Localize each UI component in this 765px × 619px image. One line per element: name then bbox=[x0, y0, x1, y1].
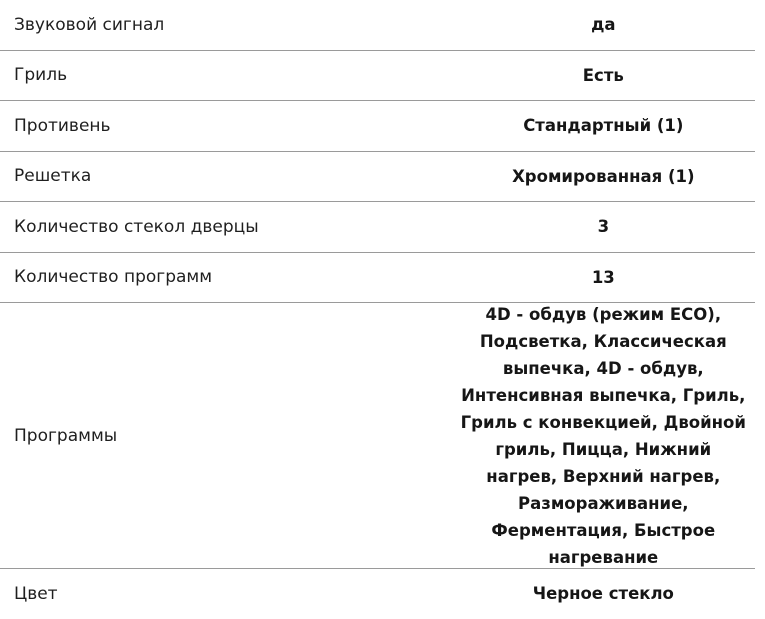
spec-row-color bbox=[0, 569, 755, 618]
spec-row-programs bbox=[0, 303, 755, 569]
spec-value: Хромированная (1) bbox=[512, 166, 695, 186]
spec-value: Есть bbox=[582, 65, 624, 85]
spec-label: Количество программ bbox=[14, 267, 213, 288]
spec-row-tray bbox=[0, 101, 755, 152]
spec-row-beep bbox=[0, 0, 755, 51]
spec-row-program-count bbox=[0, 253, 755, 304]
spec-row-door-glass bbox=[0, 202, 755, 253]
spec-value: 4D - обдув (режим ECO), Подсветка, Классическая выпечка, 4D - обдув, Интенсивная выпечка, Гриль, Гриль с конвекцией, Двойной гриль, Пицца, Нижний нагрев, Верхний нагрев, Размораживание, Ферментация, Быстрое нагревание bbox=[460, 304, 746, 567]
spec-label: Программы bbox=[14, 425, 118, 446]
spec-row-grill bbox=[0, 51, 755, 102]
spec-label: Количество стекол дверцы bbox=[14, 216, 259, 237]
spec-value: да bbox=[591, 15, 616, 35]
spec-value: Стандартный (1) bbox=[523, 116, 684, 136]
spec-value: 13 bbox=[591, 267, 615, 287]
spec-label: Гриль bbox=[14, 65, 68, 86]
spec-label: Противень bbox=[14, 115, 111, 136]
spec-value: Черное стекло bbox=[532, 584, 674, 603]
spec-label: Решетка bbox=[14, 166, 92, 187]
spec-row-rack bbox=[0, 152, 755, 203]
spec-label: Цвет bbox=[14, 583, 58, 604]
spec-value: 3 bbox=[597, 217, 610, 237]
spec-label: Звуковой сигнал bbox=[14, 14, 165, 35]
